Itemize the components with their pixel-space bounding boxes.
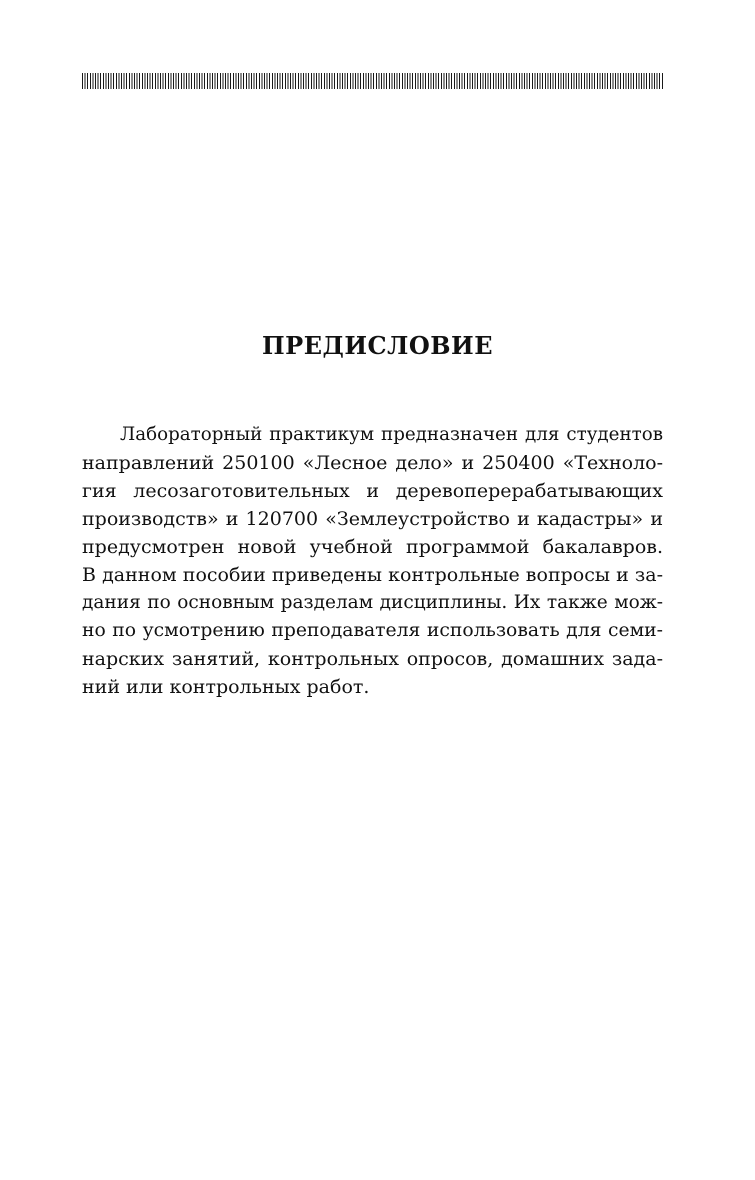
paragraph-line: направлений 250100 «Лесное дело» и 250400 «Техноло- <box>82 452 663 474</box>
header-decorative-rule <box>82 73 663 89</box>
paragraph-line: предусмотрен новой учебной программой бакалавров. <box>82 536 663 558</box>
paragraph-line: нарских занятий, контрольных опросов, домашних зада- <box>82 648 663 670</box>
page-title: ПРЕДИСЛОВИЕ <box>261 331 493 360</box>
paragraph-line: производств» и 120700 «Землеустройство и кадастры» и <box>82 508 663 530</box>
paragraph-line: ний или контрольных работ. <box>82 676 370 698</box>
paragraph-line: дания по основным разделам дисциплины. Их также мож- <box>82 592 663 613</box>
paragraph-line: гия лесозаготовительных и деревоперерабатывающих <box>82 480 663 502</box>
paragraph-line: В данном пособии приведены контрольные вопросы и за- <box>82 564 663 586</box>
paragraph-line: но по усмотрению преподавателя использовать для семи- <box>82 620 663 641</box>
body-paragraph <box>82 421 663 701</box>
paragraph-line: Лабораторный практикум предназначен для студентов <box>120 424 663 445</box>
